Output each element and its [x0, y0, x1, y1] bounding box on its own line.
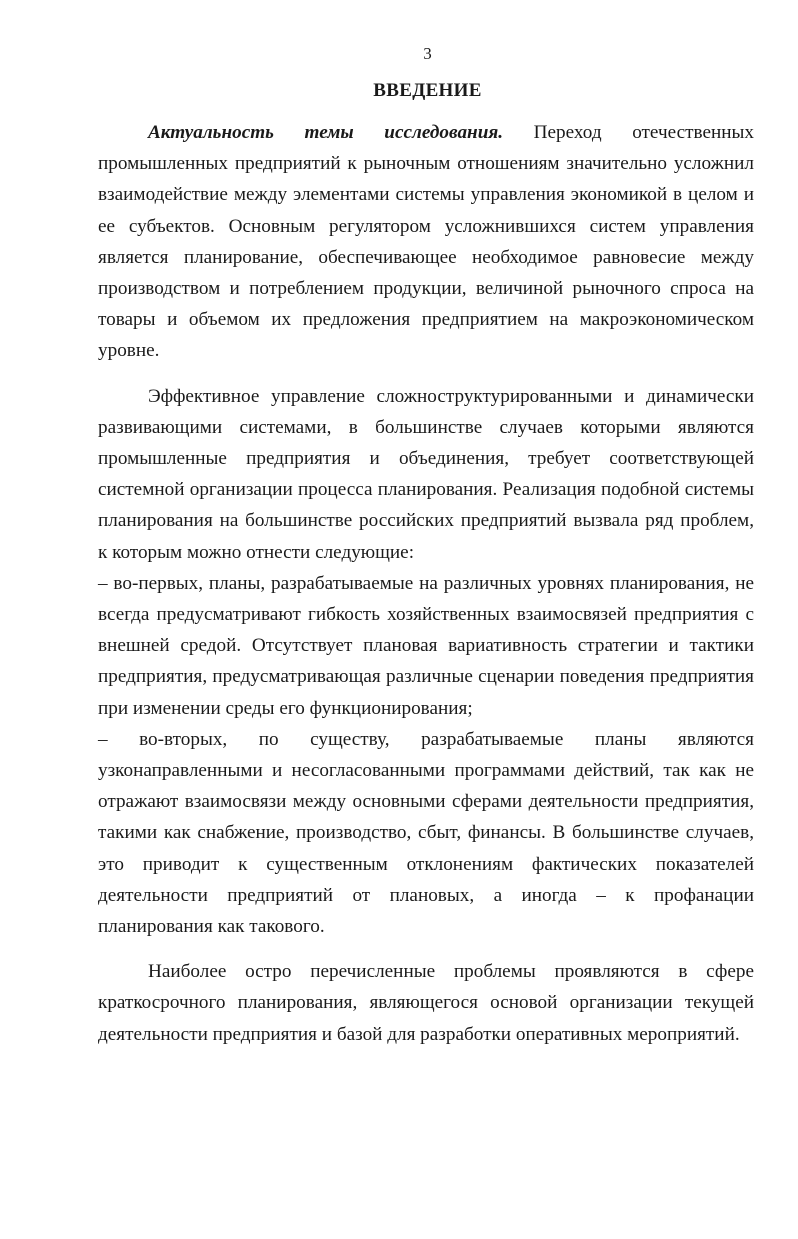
body-text: [98, 117, 754, 1050]
page-number: 3: [423, 44, 432, 63]
paragraph-short-term: Наиболее остро перечисленные проблемы проявляются в сфере краткосрочного планирования, являющегося основой организации текущей деятельности предприятия и базой для разработки оперативных мероприятий.: [98, 961, 754, 1045]
section-heading: ВВЕДЕНИЕ: [373, 80, 482, 101]
paragraph-text: Переход отечественных промышленных предприятий к рыночным отношениям значительно усложнил взаимодействие между элементами системы управления экономикой в целом и ее субъектов. Основным регулятором усложнившихся систем управления является планирование, обеспечивающее необходимое равновесие между производством и потреблением продукции, величиной рыночного спроса на товары и объемом их предложения предприятием на макроэкономическом уровне.: [98, 122, 754, 362]
list-item-first: – во-первых, планы, разрабатываемые на различных уровнях планирования, не всегда предусматривают гибкость хозяйственных взаимосвязей предприятия с внешней средой. Отсутствует плановая вариативность стратегии и тактики предприятия, предусматривающая различные сценарии поведения предприятия при изменении среды его функционирования;: [98, 572, 754, 719]
paragraph-management: Эффективное управление сложноструктурированными и динамически развивающими системами, в большинстве случаев которыми являются промышленные предприятия и объединения, требует соответствующей системной организации процесса планирования. Реализация подобной системы планирования на большинстве российских предприятий вызвала ряд проблем, к которым можно отнести следующие:: [98, 385, 754, 563]
paragraph-relevance: [98, 117, 754, 367]
paragraph-lead: Актуальность темы исследования.: [148, 122, 504, 143]
list-item-second: – во-вторых, по существу, разрабатываемые планы являются узконаправленными и несогласованными программами действий, так как не отражают взаимосвязи между основными сферами деятельности предприятия, такими как снабжение, производство, сбыт, финансы. В большинстве случаев, это приводит к существенным отклонениям фактических показателей деятельности предприятий от плановых, а иногда – к профанации планирования как такового.: [98, 728, 754, 938]
